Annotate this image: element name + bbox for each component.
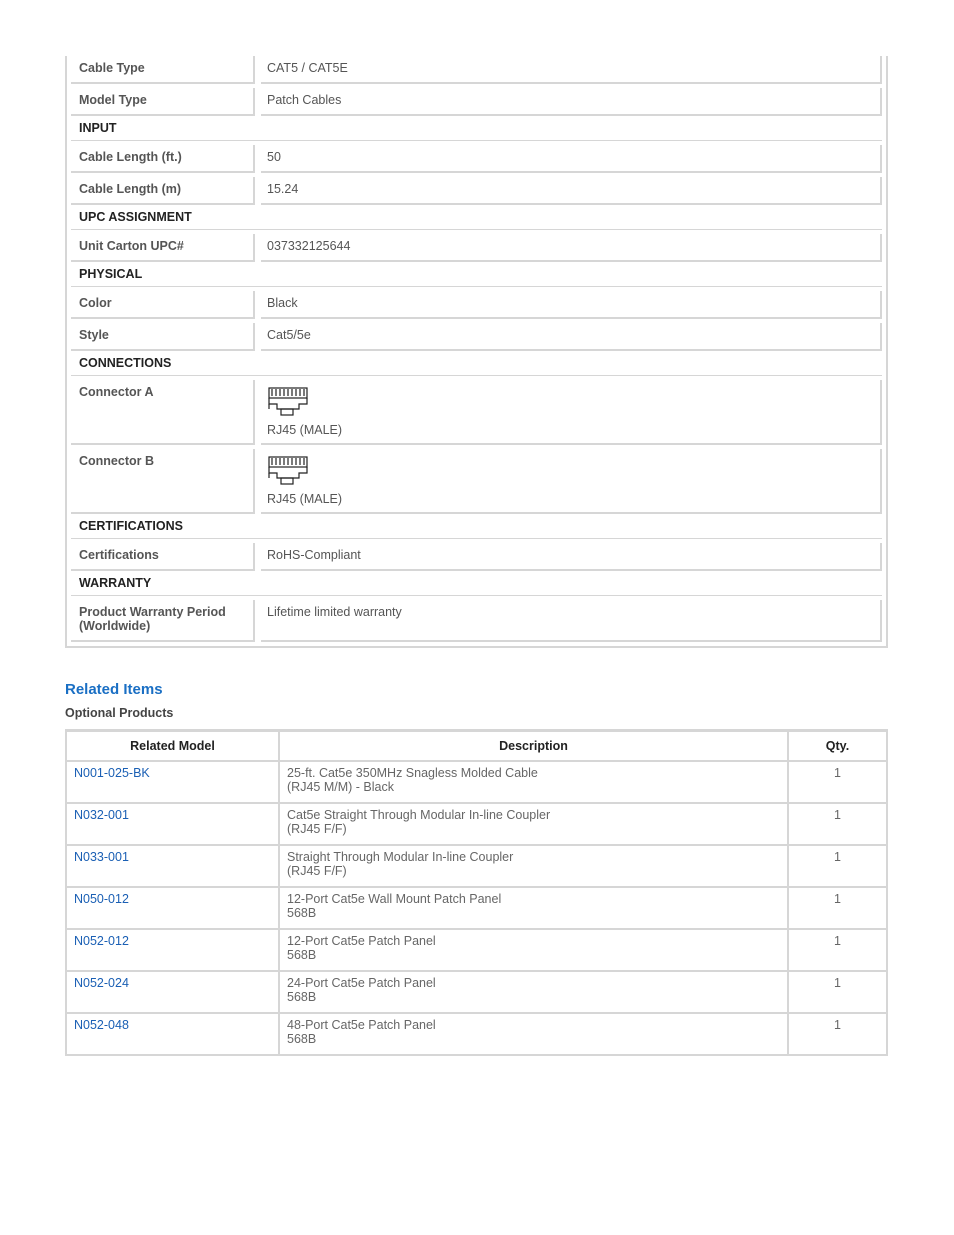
spec-row-connector-b (71, 449, 882, 514)
table-header-row (67, 732, 886, 762)
description-cell (280, 762, 789, 804)
qty-cell: 1 (789, 804, 886, 846)
qty-cell: 1 (789, 846, 886, 888)
description-line: Straight Through Modular In-line Coupler (287, 850, 514, 864)
connector-b-type: RJ45 (MALE) (267, 492, 343, 506)
description-cell (280, 972, 789, 1014)
spec-row-connector-a (71, 380, 882, 445)
table-row (67, 972, 886, 1014)
description-line: 568B (287, 990, 317, 1004)
table-row (67, 846, 886, 888)
qty-cell: 1 (789, 888, 886, 930)
description-line: Cat5e Straight Through Modular In-line Coupler (287, 808, 551, 822)
description-cell (280, 846, 789, 888)
section-heading-upc: UPC ASSIGNMENT (71, 209, 882, 230)
spec-row-cable-length-ft (71, 145, 882, 173)
spec-label: Cable Type (71, 56, 255, 84)
related-model-link[interactable]: N052-024 (74, 976, 129, 990)
spec-value: Black (261, 291, 882, 319)
qty-cell: 1 (789, 762, 886, 804)
description-line: 568B (287, 906, 317, 920)
spec-label: Cable Length (m) (71, 177, 255, 205)
spec-value: 50 (261, 145, 882, 173)
spec-value: RoHS-Compliant (261, 543, 882, 571)
spec-row-cable-type (71, 56, 882, 84)
description-line: (RJ45 F/F) (287, 864, 347, 878)
description-cell (280, 930, 789, 972)
table-row (67, 762, 886, 804)
section-heading-input: INPUT (71, 120, 882, 141)
description-cell (280, 1014, 789, 1054)
connector-a-type: RJ45 (MALE) (267, 423, 343, 437)
related-items-heading: Related Items (65, 681, 163, 698)
spec-label: Connector B (71, 449, 255, 514)
spec-label: Cable Length (ft.) (71, 145, 255, 173)
related-model-link[interactable]: N052-012 (74, 934, 129, 948)
rj45-connector-icon (267, 387, 309, 421)
column-header-qty: Qty. (789, 732, 886, 762)
description-line: (RJ45 M/M) - Black (287, 780, 394, 794)
related-model-link[interactable]: N033-001 (74, 850, 129, 864)
qty-cell: 1 (789, 972, 886, 1014)
spec-row-warranty (71, 600, 882, 642)
description-line: 12-Port Cat5e Patch Panel (287, 934, 436, 948)
spec-label: Model Type (71, 88, 255, 116)
description-line: 568B (287, 948, 317, 962)
section-heading-connections: CONNECTIONS (71, 355, 882, 376)
spec-value: Cat5/5e (261, 323, 882, 351)
spec-label: Style (71, 323, 255, 351)
table-row (67, 888, 886, 930)
spec-label: Certifications (71, 543, 255, 571)
spec-row-model-type (71, 88, 882, 116)
description-line: 568B (287, 1032, 317, 1046)
spec-value: CAT5 / CAT5E (261, 56, 882, 84)
section-heading-warranty: WARRANTY (71, 575, 882, 596)
spec-row-certifications (71, 543, 882, 571)
optional-products-subheading: Optional Products (65, 706, 174, 720)
description-cell (280, 804, 789, 846)
description-line: 25-ft. Cat5e 350MHz Snagless Molded Cable (287, 766, 538, 780)
spec-label: Product Warranty Period (Worldwide) (71, 600, 255, 642)
specifications-table (65, 56, 888, 648)
column-header-description: Description (280, 732, 789, 762)
spec-value-connector-b (261, 449, 882, 514)
spec-label: Unit Carton UPC# (71, 234, 255, 262)
related-items-table (65, 729, 888, 1056)
related-model-link[interactable]: N052-048 (74, 1018, 129, 1032)
description-line: 24-Port Cat5e Patch Panel (287, 976, 436, 990)
spec-label: Connector A (71, 380, 255, 445)
spec-value-connector-a (261, 380, 882, 445)
spec-label: Color (71, 291, 255, 319)
description-cell (280, 888, 789, 930)
description-line: (RJ45 F/F) (287, 822, 347, 836)
rj45-connector-icon (267, 456, 309, 490)
table-row (67, 804, 886, 846)
related-model-link[interactable]: N001-025-BK (74, 766, 150, 780)
qty-cell: 1 (834, 1018, 841, 1032)
spec-value: 15.24 (261, 177, 882, 205)
spec-value: Patch Cables (261, 88, 882, 116)
table-row (67, 930, 886, 972)
spec-value: Lifetime limited warranty (261, 600, 882, 642)
column-header-related-model: Related Model (67, 732, 280, 762)
spec-value: 037332125644 (261, 234, 882, 262)
related-model-link[interactable]: N050-012 (74, 892, 129, 906)
spec-row-style (71, 323, 882, 351)
description-line: 12-Port Cat5e Wall Mount Patch Panel (287, 892, 502, 906)
spec-row-cable-length-m (71, 177, 882, 205)
spec-row-color (71, 291, 882, 319)
qty-cell: 1 (789, 930, 886, 972)
related-model-link[interactable]: N032-001 (74, 808, 129, 822)
section-heading-certifications: CERTIFICATIONS (71, 518, 882, 539)
section-heading-physical: PHYSICAL (71, 266, 882, 287)
table-row (67, 1014, 886, 1054)
spec-row-unit-carton-upc (71, 234, 882, 262)
description-line: 48-Port Cat5e Patch Panel (287, 1018, 436, 1032)
